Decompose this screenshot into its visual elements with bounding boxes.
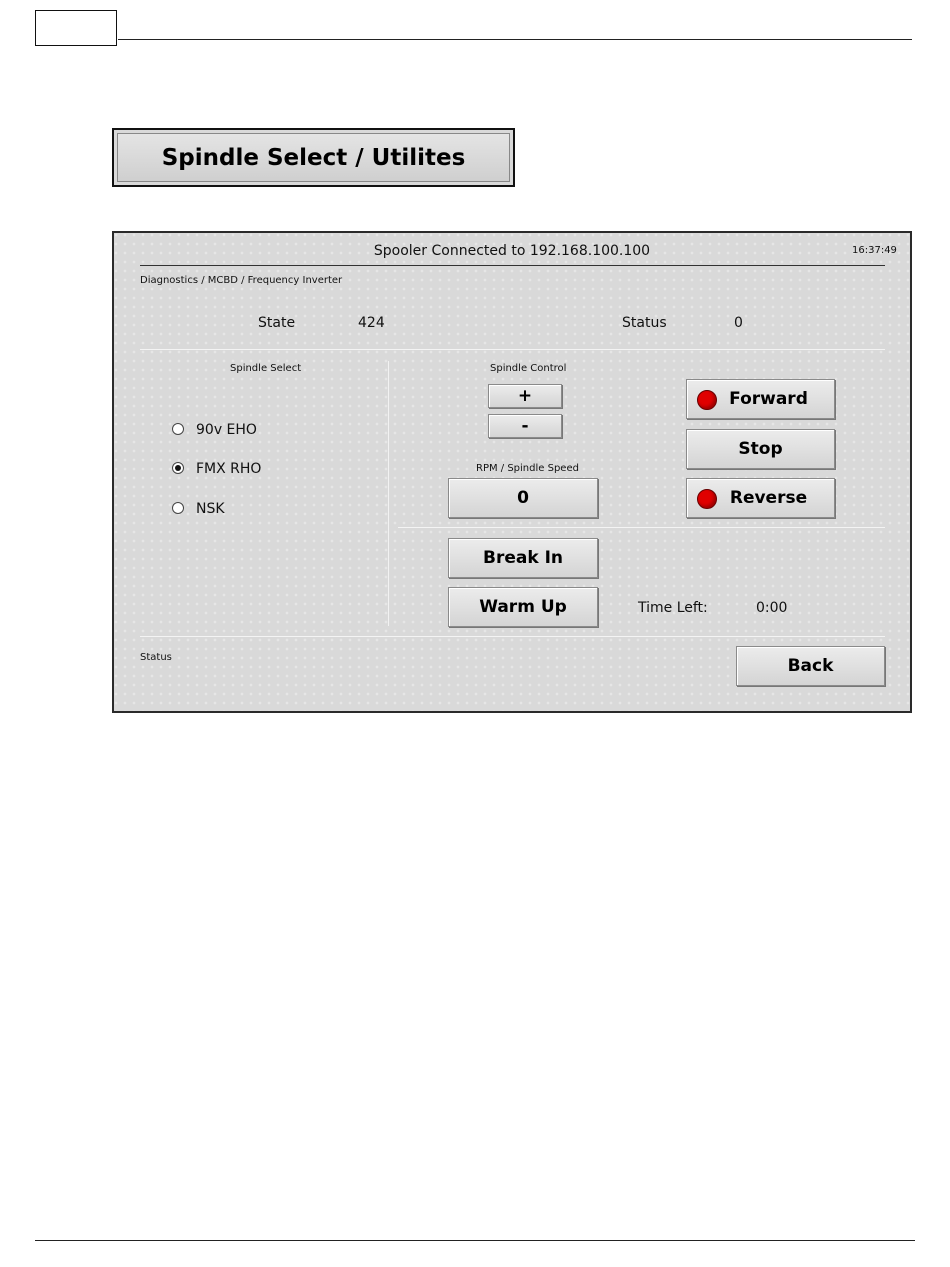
forward-indicator-icon (697, 390, 717, 410)
connection-title: Spooler Connected to 192.168.100.100 (373, 243, 651, 259)
panel-divider (388, 361, 389, 626)
status-label: Status (622, 315, 667, 331)
reverse-indicator-icon (697, 489, 717, 509)
rpm-label: RPM / Spindle Speed (476, 463, 579, 474)
break-in-button[interactable]: Break In (448, 538, 598, 578)
divider (140, 349, 885, 350)
option-label-nsk[interactable]: NSK (196, 501, 225, 517)
page-number-box (35, 10, 117, 46)
section-heading-label: Spindle Select / Utilites (117, 133, 510, 182)
option-label-fmx-rho[interactable]: FMX RHO (196, 461, 262, 477)
reverse-button[interactable] (686, 478, 835, 518)
footer-divider (140, 636, 885, 637)
clock: 16:37:49 (852, 245, 897, 256)
state-label: State (258, 315, 296, 331)
stop-button[interactable]: Stop (686, 429, 835, 469)
control-divider (398, 527, 885, 528)
time-left-label: Time Left: (638, 600, 708, 616)
option-label-90v-eho[interactable]: 90v EHO (196, 422, 257, 438)
spindle-select-title: Spindle Select (230, 363, 302, 374)
title-underline (140, 265, 885, 266)
header-rule (118, 39, 912, 40)
radio-fmx-rho[interactable] (172, 462, 184, 474)
section-heading (112, 128, 515, 187)
breadcrumb: Diagnostics / MCBD / Frequency Inverter (140, 275, 343, 286)
speed-decrease-button[interactable]: - (488, 414, 562, 438)
radio-90v-eho[interactable] (172, 423, 184, 435)
state-value: 424 (358, 315, 385, 331)
forward-button[interactable] (686, 379, 835, 419)
reverse-label: Reverse (729, 488, 808, 508)
footer-status-label: Status (140, 652, 172, 663)
warm-up-button[interactable]: Warm Up (448, 587, 598, 627)
back-button[interactable]: Back (736, 646, 885, 686)
forward-label: Forward (729, 389, 808, 409)
rpm-display[interactable]: 0 (448, 478, 598, 518)
hmi-screen (112, 231, 912, 713)
footer-rule (35, 1240, 915, 1241)
speed-increase-button[interactable]: + (488, 384, 562, 408)
spindle-control-title: Spindle Control (490, 363, 567, 374)
status-value: 0 (734, 315, 743, 331)
time-left-value: 0:00 (756, 600, 788, 616)
radio-nsk[interactable] (172, 502, 184, 514)
